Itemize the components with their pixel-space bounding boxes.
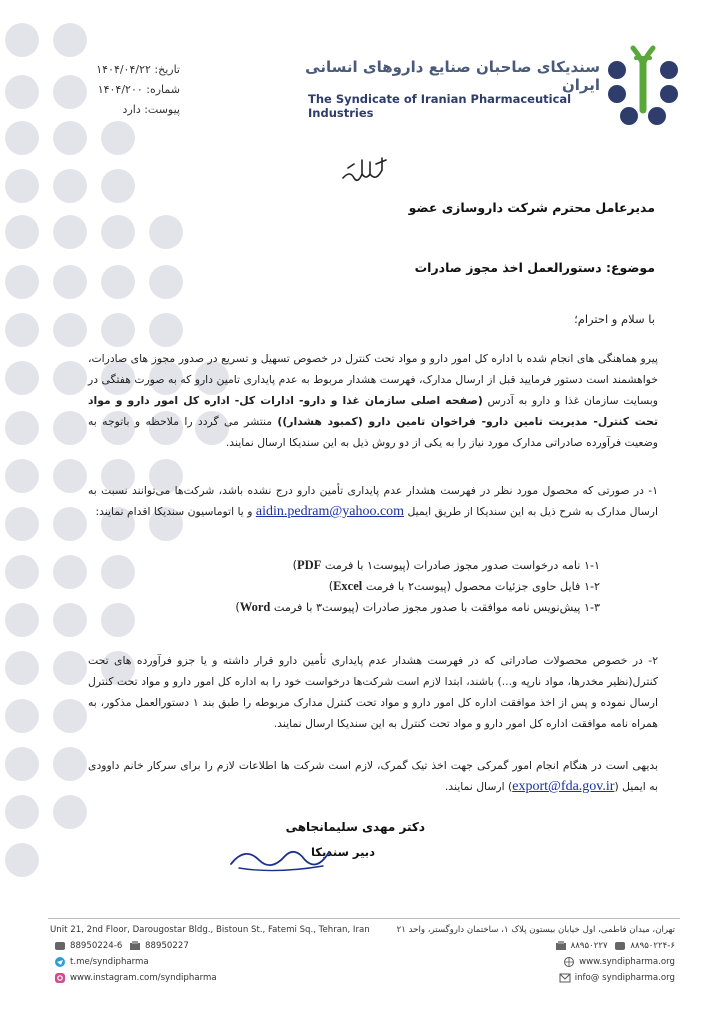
list-item: ۱-۱ نامه درخواست صدور مجوز صادرات (پیوست۱ با فرمت PDF) bbox=[292, 558, 600, 572]
org-name-fa: سندیکای صاحبان صنایع داروهای انسانی ایران bbox=[305, 58, 600, 94]
email-link-export[interactable]: export@fda.gov.ir bbox=[512, 779, 615, 794]
signatory-title: دبیر سندیکا bbox=[310, 845, 375, 859]
p1-text-b: منتشر می گردد را ملاحظه و باتوجه به وضعیت فرآورده صادراتی مدارک مورد نیاز را به یکی از دو روش ذیل به این سندیکا ارسال نمایند. bbox=[88, 415, 658, 449]
letter-meta bbox=[60, 60, 180, 120]
p1-text-a: پیرو هماهنگی های انجام شده با اداره کل امور دارو و مواد تحت کنترل در خصوص تسهیل و تسریع در صدور مجوز های صادرات، خواهشمند است دستور فرمایید قبل از ارسال مدارک، فهرست هشدار مربوط به عدم پایداری تامین دارو که به صورت هفتگی در وبسایت سازمان غذا و دارو به آدرس bbox=[88, 352, 658, 407]
letter-attachment: پیوست: دارد bbox=[122, 103, 180, 116]
phone-icon bbox=[54, 941, 66, 951]
signatory-name: دکتر مهدی سلیمانجاهی bbox=[285, 820, 425, 834]
footer-divider bbox=[48, 918, 680, 919]
body-paragraph-4 bbox=[88, 755, 658, 797]
globe-icon bbox=[563, 957, 575, 967]
p4-text-a: بدیهی است در هنگام انجام امور گمرکی جهت اخذ تیک گمرک، لازم است شرکت ها اطلاعات لازم را برای سرکار خانم داوودی به ایمیل ( bbox=[88, 759, 658, 793]
list-item: ۱-۲ فایل حاوی جزئیات محصول (پیوست۲ با فرمت Excel) bbox=[328, 579, 600, 593]
list-item: ۱-۳ پیش‌نویس نامه موافقت با صدور مجوز صادرات (پیوست۳ با فرمت Word) bbox=[235, 600, 600, 614]
basmala-calligraphy bbox=[340, 150, 390, 190]
attachment-list bbox=[200, 555, 600, 618]
footer-phones-en: 88950224-6 88950227 bbox=[50, 938, 380, 954]
footer-telegram[interactable]: t.me/syndipharma bbox=[50, 954, 380, 970]
syndicate-logo bbox=[603, 38, 683, 128]
p2-text-b: و یا اتوماسیون سندیکا اقدام نمایند: bbox=[95, 505, 256, 518]
org-name-en: The Syndicate of Iranian Pharmaceutical Industries bbox=[308, 92, 572, 120]
greeting: با سلام و احترام؛ bbox=[574, 312, 655, 326]
p1-fda-path: (صفحه اصلی سازمان غذا و دارو- ادارات کل- اداره کل امور دارو و مواد تحت کنترل- مدیریت تامین دارو- فراخوان تامین دارو (کمبود هشدار)) bbox=[88, 394, 658, 428]
fax-icon bbox=[555, 941, 567, 951]
body-paragraph-3: ۲- در خصوص محصولات صادراتی که در فهرست هشدار عدم پایداری تأمین دارو قرار داشته و یا جزو فرآورده های تحت کنترل(نظیر مخدرها، مواد نارپه و...) باشند، ابتدا لازم است شرکت‌ها درخواست خود را به اداره کل امور دارو و مواد تحت کنترل ارسال نموده و پس از اخذ موافقت اداره کل امور دارو و مواد تحت کنترل مدارک مربوطه را طبق بند ۱ دستورالعمل مذکور، به همراه نامه موافقت اداره کل امور دارو و مواد تحت کنترل به این سندیکا ارسال نمایند. bbox=[88, 654, 659, 730]
footer-instagram[interactable]: www.instagram.com/syndipharma bbox=[50, 970, 380, 986]
p2-text-a: ۱- در صورتی که محصول مورد نظر در فهرست هشدار عدم پایداری تأمین دارو درج نشده باشد، شرکت‌ها می‌توانند نسبت به ارسال مدارک به شرح ذیل به این سندیکا از طریق ایمیل bbox=[88, 484, 658, 518]
footer-phones-fa: ۸۸۹۵۰۲۲۴-۶ ۸۸۹۵۰۲۲۷ bbox=[370, 938, 675, 954]
email-link-aidin[interactable]: aidin.pedram@yahoo.com bbox=[255, 504, 405, 519]
letter-number: شماره: ۱۴۰۴/۲۰۰ bbox=[97, 83, 180, 96]
p4-text-b: ) ارسال نمایند. bbox=[444, 780, 513, 793]
handwritten-signature bbox=[225, 838, 335, 878]
telegram-icon bbox=[54, 957, 66, 967]
letter-date: تاریخ: ۱۴۰۴/۰۴/۲۲ bbox=[96, 63, 180, 76]
mail-icon bbox=[559, 973, 571, 983]
body-paragraph-1 bbox=[88, 348, 658, 453]
instagram-icon bbox=[54, 973, 66, 983]
footer-website[interactable]: www.syndipharma.org bbox=[370, 954, 675, 970]
fax-icon bbox=[129, 941, 141, 951]
footer-email[interactable]: info@ syndipharma.org bbox=[370, 970, 675, 986]
footer-address-fa: تهران، میدان فاطمی، اول خیابان بیستون پلاک ۱، ساختمان داروگستر، واحد ۲۱ bbox=[396, 925, 675, 935]
phone-icon bbox=[614, 941, 626, 951]
body-paragraph-2 bbox=[88, 480, 658, 522]
footer-address-en: Unit 21, 2nd Floor, Darougostar Bldg., Bistoun St., Fatemi Sq., Tehran, Iran bbox=[50, 925, 370, 935]
recipient-line: مدیرعامل محترم شرکت داروسازی عضو bbox=[408, 200, 655, 215]
subject-line: موضوع: دستورالعمل اخذ مجوز صادرات bbox=[414, 260, 655, 275]
